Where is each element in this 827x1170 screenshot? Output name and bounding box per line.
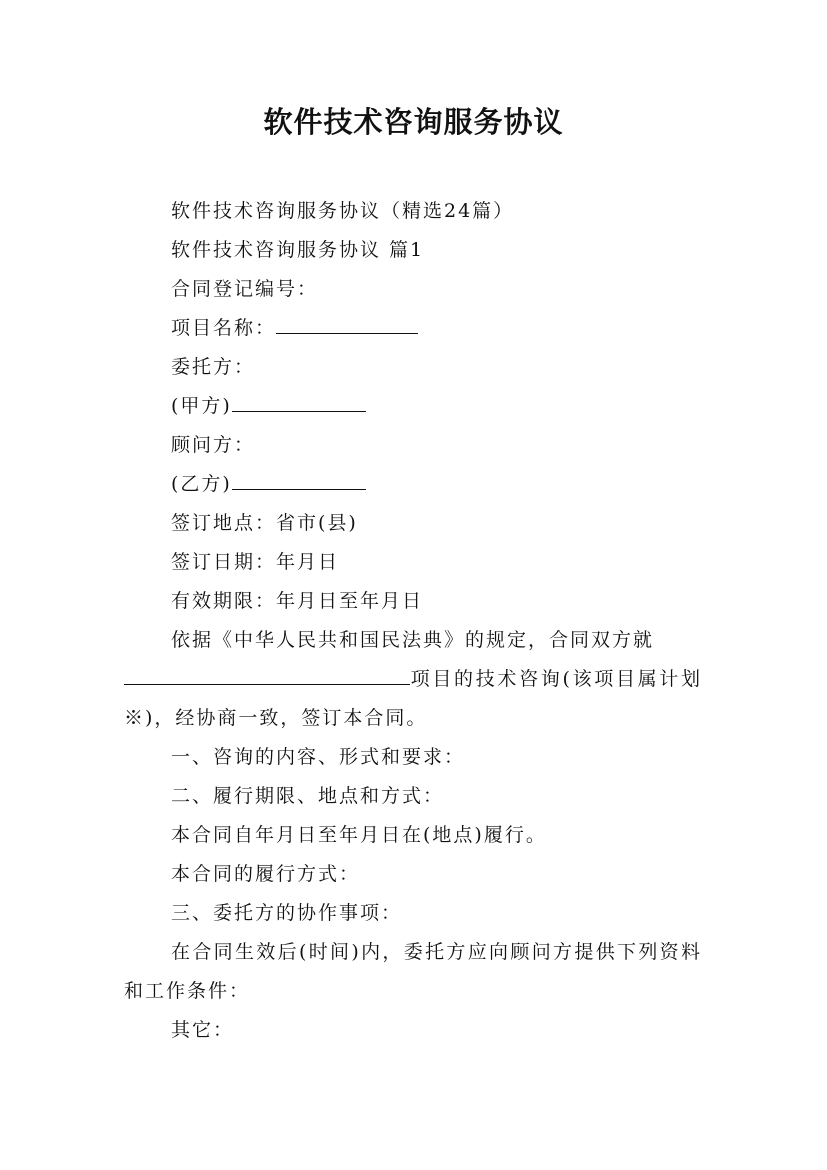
item-2-line: 二、履行期限、地点和方式： bbox=[171, 785, 445, 807]
item-1-line: 一、咨询的内容、形式和要求： bbox=[171, 746, 466, 768]
document-body bbox=[124, 192, 702, 1050]
basis-paragraph bbox=[124, 660, 702, 738]
party-b-line bbox=[124, 465, 702, 504]
project-name-label: 项目名称： bbox=[171, 317, 277, 339]
party-a-blank bbox=[232, 391, 366, 412]
section-heading: 软件技术咨询服务协议 篇1 bbox=[171, 239, 425, 261]
performance-method-line: 本合同的履行方式： bbox=[171, 863, 361, 885]
sign-place-line: 签订地点：省市(县) bbox=[171, 512, 358, 534]
party-a-label: (甲方) bbox=[171, 395, 232, 417]
basis-text: 项目的技术咨询(该项目属计划※)，经协商一致，签订本合同。 bbox=[124, 668, 702, 729]
consultant-line: 顾问方： bbox=[171, 434, 256, 456]
party-a-line bbox=[124, 387, 702, 426]
party-b-label: (乙方) bbox=[171, 473, 232, 495]
basis-line: 依据《中华人民共和国民法典》的规定，合同双方就 bbox=[171, 629, 655, 651]
project-blank bbox=[124, 664, 410, 685]
sign-date-line: 签订日期：年月日 bbox=[171, 551, 340, 573]
client-line: 委托方： bbox=[171, 356, 256, 378]
project-name-line bbox=[124, 309, 702, 348]
other-line: 其它： bbox=[171, 1019, 235, 1041]
project-name-blank bbox=[276, 313, 418, 334]
contract-number-line: 合同登记编号： bbox=[171, 278, 319, 300]
subtitle-line: 软件技术咨询服务协议（精选24篇） bbox=[171, 200, 515, 222]
performance-time-line: 本合同自年月日至年月日在(地点)履行。 bbox=[171, 824, 547, 846]
valid-period-line: 有效期限：年月日至年月日 bbox=[171, 590, 424, 612]
item-3-line: 三、委托方的协作事项： bbox=[171, 902, 403, 924]
cooperation-paragraph: 在合同生效后(时间)内，委托方应向顾问方提供下列资料和工作条件： bbox=[124, 941, 702, 1002]
party-b-blank bbox=[232, 469, 366, 490]
document-title: 软件技术咨询服务协议 bbox=[263, 105, 564, 139]
